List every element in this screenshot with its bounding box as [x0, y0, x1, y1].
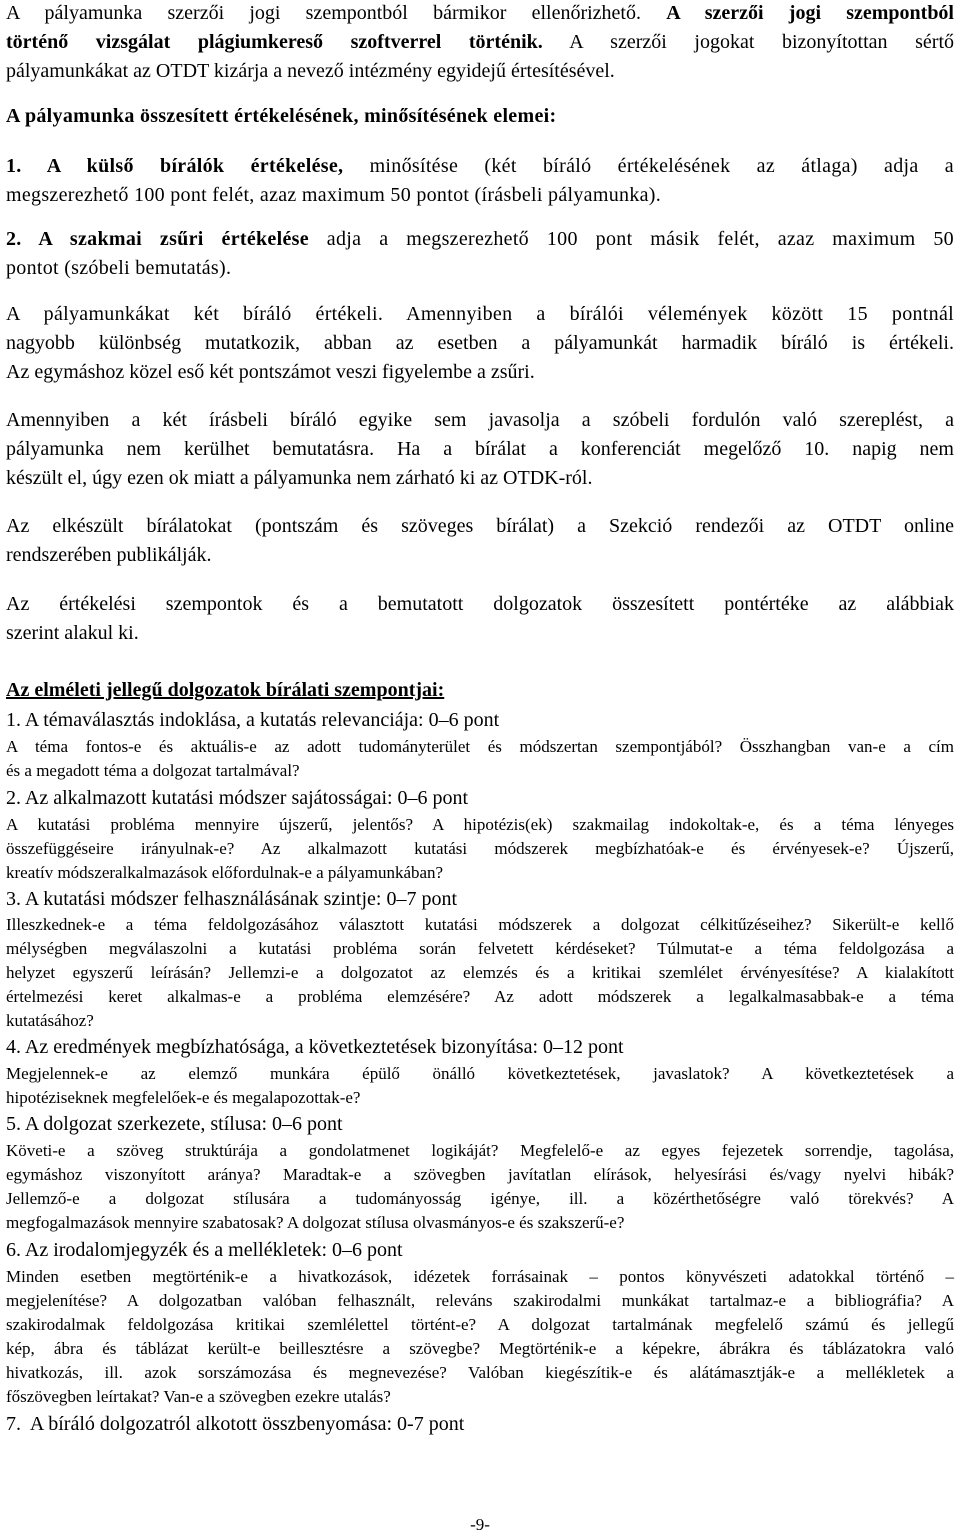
publication-line-2: rendszerében publikálják.	[6, 544, 212, 566]
criterion-2-title: 2. Az alkalmazott kutatási módszer sajátosságai: 0–6 pont	[6, 787, 469, 809]
criterion-3-desc-line-2: mélységben megválaszolni a kutatási probléma során felvetett kérdéseket? Túlmutat-e a téma feldolgozása a	[6, 939, 954, 958]
intro-bold-text: A szerzői jogi szempontból	[666, 2, 954, 24]
intro-line-3: pályamunkákat az OTDT kizárja a nevező intézmény egyidejű értesítésével.	[6, 60, 615, 82]
criterion-5-title: 5. A dolgozat szerkezete, stílusa: 0–6 pont	[6, 1113, 343, 1135]
external-reviewers-bold: A külső bírálók értékelése,	[46, 155, 344, 177]
criterion-6-desc-line-6: főszövegben leírtakat? Van-e a szövegben ezekre utalás?	[6, 1387, 391, 1406]
evaluation-heading: A pályamunka összesített értékelésének, minősítésének elemei:	[6, 105, 557, 127]
page-number: -9-	[470, 1515, 490, 1534]
reviewers-paragraph-line-1: A pályamunkákat két bíráló értékeli. Amennyiben a bírálói vélemények között 15 pontnál	[6, 303, 954, 325]
oral-round-line-2: pályamunka nem kerülhet bemutatásra. Ha a bírálat a konferenciát megelőző 10. napig nem	[6, 438, 954, 460]
criterion-3-desc-line-1: Illeszkednek-e a téma feldolgozásához választott kutatási módszerek a dolgozat célkitűzéseihez? Sikerült-e kellő	[6, 915, 954, 934]
scoring-line-2: szerint alakul ki.	[6, 622, 139, 644]
criterion-6-title: 6. Az irodalomjegyzék és a mellékletek: 0–6 pont	[6, 1239, 403, 1261]
criterion-3-desc-line-5: kutatásához?	[6, 1011, 94, 1030]
item-number: 1.	[6, 155, 47, 177]
criteria-title: Az elméleti jellegű dolgozatok bírálati szempontjai:	[6, 679, 445, 701]
criterion-1-desc-line-2: és a megadott téma a dolgozat tartalmával?	[6, 761, 300, 780]
criterion-5-desc-line-3: Jellemző-e a dolgozat stílusára a tudományosság igénye, ill. a közérthetőségre való törekvés? A	[6, 1189, 954, 1208]
intro-line-2	[6, 29, 954, 55]
criterion-6-desc-line-3: szakirodalmak feldolgozása kritikai szemlélettel történt-e? A dolgozat tartalmának megfelelő számú és jellegű	[6, 1315, 954, 1334]
criterion-2-desc-line-3: kreatív módszeralkalmazások előfordulnak-e a pályamunkában?	[6, 863, 444, 882]
jury-text: adja a megszerezhető 100 pont másik felét, azaz maximum 50	[308, 228, 954, 250]
reviewers-paragraph-line-2: nagyobb különbség mutatkozik, abban az esetben a pályamunkát harmadik bíráló is értékeli.	[6, 332, 954, 354]
criterion-4-desc-line-1: Megjelennek-e az elemző munkára épülő önálló következtetések, javaslatok? A következtetések a	[6, 1064, 954, 1083]
reviewers-paragraph-line-3: Az egymáshoz közel eső két pontszámot veszi figyelembe a zsűri.	[6, 361, 535, 383]
criterion-2-desc-line-2: összefüggéseire irányulnak-e? Az alkalmazott kutatási módszerek megbízhatóak-e és érvényesek-e? Újszerű,	[6, 839, 954, 858]
item-number: 2.	[6, 228, 39, 250]
external-reviewers-line-2: megszerezhető 100 pont felét, azaz maximum 50 pontot (írásbeli pályamunka).	[6, 184, 662, 206]
oral-round-line-3: készült el, úgy ezen ok miatt a pályamunka nem zárható ki az OTDK-ról.	[6, 467, 593, 489]
oral-round-line-1: Amennyiben a két írásbeli bíráló egyike sem javasolja a szóbeli fordulón való szereplést, a	[6, 409, 954, 431]
intro-bold-text: történő vizsgálat plágiumkereső szoftverrel történik.	[6, 31, 543, 53]
intro-text: A pályamunka szerzői jogi szempontból bármikor ellenőrizhető.	[6, 2, 667, 24]
jury-bold: A szakmai zsűri értékelése	[38, 228, 309, 250]
publication-line-1: Az elkészült bírálatokat (pontszám és szöveges bírálat) a Szekció rendezői az OTDT online	[6, 515, 954, 537]
intro-text: A szerzői jogokat bizonyítottan sértő	[542, 31, 954, 53]
criterion-6-desc-line-5: hivatkozás, ill. azok sorszámozása és megnevezése? Valóban kiegészítik-e és alátámasztják-e a mellékletek a	[6, 1363, 954, 1382]
criterion-5-desc-line-2: egymáshoz viszonyított aránya? Maradtak-e a szövegben javítatlan elírások, helyesírási és/vagy nyelvi hibák?	[6, 1165, 954, 1184]
criterion-6-desc-line-4: kép, ábra és táblázat került-e beillesztésre a szövegbe? Megtörténik-e a képekre, ábrákra és táblázatokra való	[6, 1339, 954, 1358]
criterion-6-desc-line-1: Minden esetben megtörténik-e a hivatkozások, idézetek forrásainak – pontos könyvészeti adatokkal történő –	[6, 1267, 954, 1286]
criterion-3-title: 3. A kutatási módszer felhasználásának szintje: 0–7 pont	[6, 888, 457, 910]
criterion-4-title: 4. Az eredmények megbízhatósága, a következtetések bizonyítása: 0–12 pont	[6, 1036, 624, 1058]
external-reviewers-text: minősítése (két bíráló értékelésének az átlaga) adja a	[343, 155, 954, 177]
criterion-7-title: 7. A bíráló dolgozatról alkotott összbenyomása: 0-7 pont	[6, 1413, 465, 1435]
external-reviewers-line-1	[6, 153, 954, 179]
criterion-2-desc-line-1: A kutatási probléma mennyire újszerű, jelentős? A hipotézis(ek) szakmailag indokoltak-e, és a téma lényeges	[6, 815, 954, 834]
intro-line-1	[6, 0, 954, 26]
criterion-5-desc-line-1: Követi-e a szöveg struktúrája a gondolatmenet logikáját? Megfelelő-e az egyes fejezetek sorrendje, tagolása,	[6, 1141, 954, 1160]
jury-line-2: pontot (szóbeli bemutatás).	[6, 257, 232, 279]
criterion-1-title: 1. A témaválasztás indoklása, a kutatás relevanciája: 0–6 pont	[6, 709, 500, 731]
criterion-3-desc-line-4: értelmezési keret alkalmas-e a probléma elemzésére? Az adott módszerek a legalkalmasabbak-e a téma	[6, 987, 954, 1006]
criterion-1-desc-line-1: A téma fontos-e és aktuális-e az adott tudományterület és módszertan szempontjából? Összhangban van-e a cím	[6, 737, 954, 756]
criterion-6-desc-line-2: megjelenítése? A dolgozatban valóban felhasznált, releváns szakirodalmi munkákat tartalmaz-e a bibliográfia? A	[6, 1291, 954, 1310]
criterion-4-desc-line-2: hipotéziseknek megfelelőek-e és megalapozottak-e?	[6, 1088, 361, 1107]
criterion-3-desc-line-3: helyzet egyszerű leírásán? Jellemzi-e a dolgozatot az elemzés és a kritikai szemlélet érvényesítése? A kialakított	[6, 963, 954, 982]
criterion-5-desc-line-4: megfogalmazások mennyire szabatosak? A dolgozat stílusa olvasmányos-e és szakszerű-e?	[6, 1213, 625, 1232]
scoring-line-1: Az értékelési szempontok és a bemutatott dolgozatok összesített pontértéke az alábbiak	[6, 593, 954, 615]
jury-line-1	[6, 226, 954, 252]
